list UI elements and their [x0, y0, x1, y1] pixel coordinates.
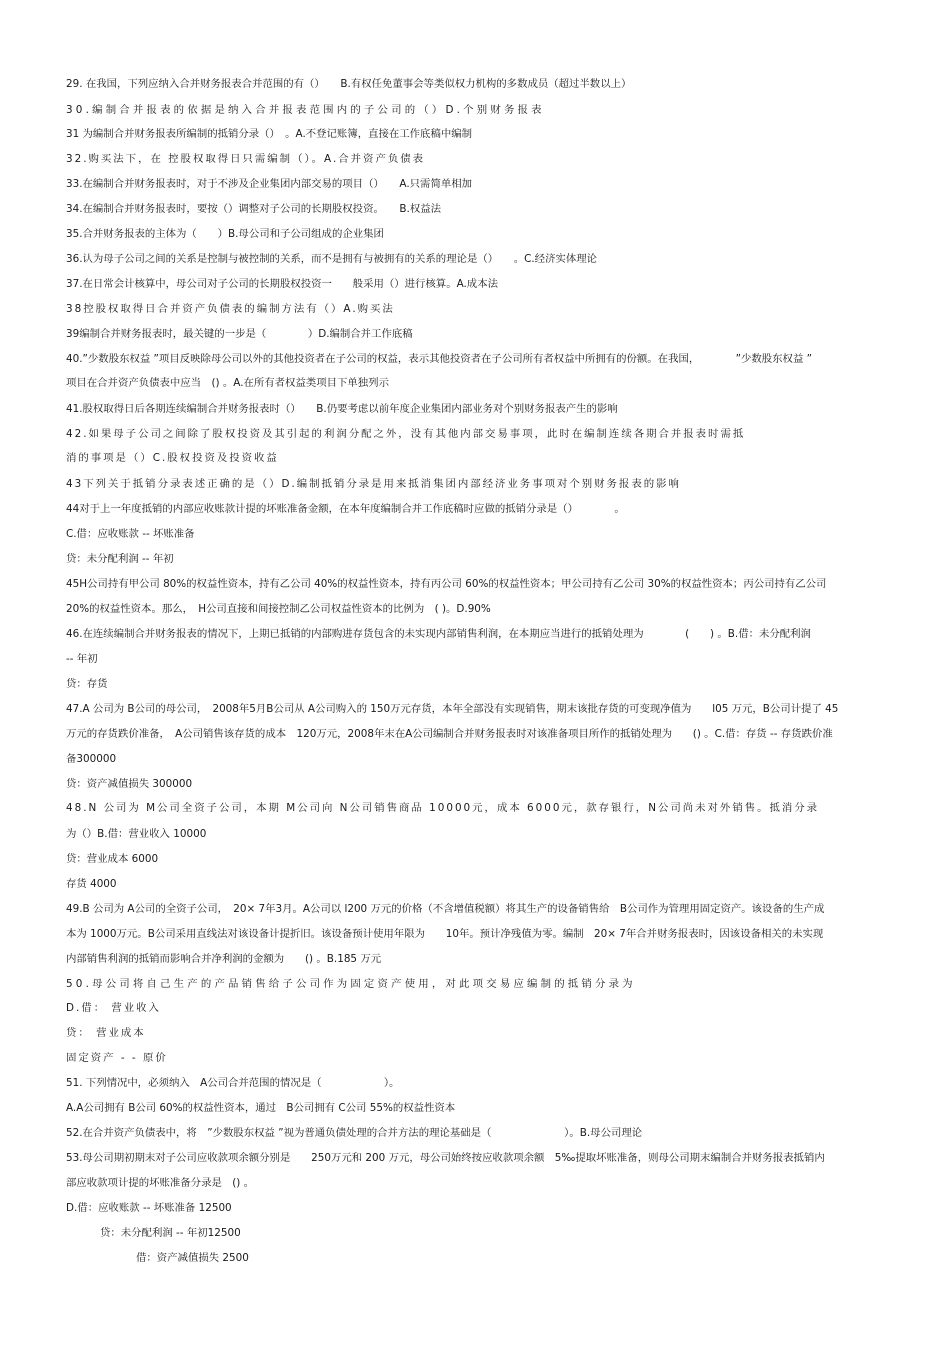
question-53: 53.母公司期初期末对子公司应收款项余额分别是 250万元和 200 万元，母公司始终按应收款项余额 5‰提取坏账准备，则母公司期末编制合并财务报表抵销内 [66, 1152, 825, 1164]
question-47: 47.A 公司为 B公司的母公司， 2008年5月B公司从 A公司购入的 150万元存货，本年全部没有实现销售，期末该批存货的可变现净值为 l05 万元，B公司计提了 45 [66, 703, 839, 715]
question-37: 37.在日常会计核算中，母公司对子公司的长期股权投资一 般采用（）进行核算。A.成本法 [66, 278, 498, 290]
answer-53-debit-2: 借：资产减值损失 2500 [136, 1252, 249, 1264]
question-45: 45H公司持有甲公司 80%的权益性资本，持有乙公司 40%的权益性资本，持有丙公司 60%的权益性资本；甲公司持有乙公司 30%的权益性资本；丙公司持有乙公司 [66, 578, 827, 590]
question-34: 34.在编制合并财务报表时，要按（）调整对子公司的长期股权投资。 B.权益法 [66, 203, 442, 215]
question-36: 36.认为母子公司之间的关系是控制与被控制的关系，而不是拥有与被拥有的关系的理论是（） 。C.经济实体理论 [66, 253, 598, 265]
question-39: 39编制合并财务报表时，最关键的一步是（ ）D.编制合并工作底稿 [66, 328, 413, 340]
question-42-cont: 消的事项是（）C.股权投资及投资收益 [66, 452, 279, 464]
answer-48-credit-2: 存货 4000 [66, 878, 117, 890]
answer-44-credit: 贷：未分配利润 -- 年初 [66, 553, 174, 565]
answer-46-credit: 贷：存货 [66, 678, 108, 690]
question-49-cont: 本为 1000万元。B公司采用直线法对该设备计提折旧。该设备预计使用年限为 10年。预计净残值为零。编制 20× 7年合并财务报表时，因该设备相关的未实现 [66, 928, 824, 940]
question-38: 38控股权取得日合并资产负债表的编制方法有（）A.购买法 [66, 303, 395, 315]
question-47-cont: 万元的存货跌价准备， A公司销售该存货的成本 120万元，2008年末在A公司编制合并财务报表时对该准备项目所作的抵销处理为 () 。C.借：存货 -- 存货跌价准 [66, 728, 833, 740]
answer-47-credit: 贷：资产减值损失 300000 [66, 778, 193, 790]
question-42: 42.如果母子公司之间除了股权投资及其引起的利润分配之外，没有其他内部交易事项，此时在编制连续各期合并报表时需抵 [66, 428, 746, 440]
question-53-cont: 部应收款项计提的坏账准备分录是 () 。 [66, 1177, 255, 1189]
question-48: 48.N 公司为 M公司全资子公司，本期 M公司向 N公司销售商品 10000元，成本 6000元，款存银行，N公司尚未对外销售。抵消分录 [66, 802, 820, 814]
answer-48-credit-1: 贷：营业成本 6000 [66, 853, 159, 865]
question-35: 35.合并财务报表的主体为（ ）B.母公司和子公司组成的企业集团 [66, 228, 384, 240]
question-33: 33.在编制合并财务报表时，对于不涉及企业集团内部交易的项目（） A.只需简单相加 [66, 178, 473, 190]
question-46-cont: -- 年初 [66, 653, 98, 665]
answer-53-credit: 贷：未分配利润 -- 年初12500 [100, 1227, 241, 1239]
answer-51: A.A公司拥有 B公司 60%的权益性资本，通过 B公司拥有 C公司 55%的权益性资本 [66, 1102, 456, 1114]
question-40: 40.”少数股东权益 ”项目反映除母公司以外的其他投资者在子公司的权益，表示其他投资者在子公司所有者权益中所拥有的份额。在我国， ”少数股东权益 ” [66, 353, 813, 365]
question-30: 30.编制合并报表的依据是纳入合并报表范围内的子公司的（）D.个别财务报表 [66, 104, 545, 116]
question-29: 29. 在我国，下列应纳入合并财务报表合并范围的有（） B.有权任免董事会等类似权力机构的多数成员（超过半数以上） [66, 78, 632, 90]
question-41: 41.股权取得日后各期连续编制合并财务报表时（） B.仍要考虑以前年度企业集团内部业务对个别财务报表产生的影响 [66, 403, 618, 415]
question-31: 31 为编制合并财务报表所编制的抵销分录（） 。A.不登记账簿，直接在工作底稿中编制 [66, 128, 473, 140]
answer-50-credit-2: 固定资产 - - 原价 [66, 1052, 168, 1064]
question-43: 43下列关于抵销分录表述正确的是（）D.编制抵销分录是用来抵消集团内部经济业务事项对个别财务报表的影响 [66, 478, 681, 490]
answer-44-debit: C.借：应收账款 -- 坏账准备 [66, 528, 195, 540]
question-47-cont2: 备300000 [66, 753, 117, 765]
question-44: 44对于上一年度抵销的内部应收账款计提的坏账准备金额，在本年度编制合并工作底稿时应做的抵销分录是（） 。 [66, 503, 625, 515]
question-45-cont: 20%的权益性资本。那么， H公司直接和间接控制乙公司权益性资本的比例为 ( )。D.90% [66, 603, 491, 615]
answer-53-debit: D.借：应收账款 -- 坏账准备 12500 [66, 1202, 232, 1214]
question-50: 50.母公司将自己生产的产品销售给子公司作为固定资产使用，对此项交易应编制的抵销分录为 [66, 978, 636, 990]
question-49: 49.B 公司为 A公司的全资子公司， 20× 7年3月。A公司以 l200 万元的价格（不含增值税额）将其生产的设备销售给 B公司作为管理用固定资产。该设备的生产成 [66, 903, 825, 915]
question-51: 51. 下列情况中，必须纳入 A公司合并范围的情况是（ ）。 [66, 1077, 400, 1089]
question-52: 52.在合并资产负债表中，将 ”少数股东权益 ”视为普通负债处理的合并方法的理论基础是（ ）。B.母公司理论 [66, 1127, 643, 1139]
question-46: 46.在连续编制合并财务报表的情况下，上期已抵销的内部购进存货包含的未实现内部销售利润，在本期应当进行的抵销处理为 ( ) 。B.借：未分配利润 [66, 628, 811, 640]
question-40-cont: 项目在合并资产负债表中应当 () 。A.在所有者权益类项目下单独列示 [66, 377, 389, 389]
question-32: 32.购买法下，在 控股权取得日只需编制（）。A.合并资产负债表 [66, 153, 426, 165]
answer-50-debit: D.借： 营业收入 [66, 1002, 161, 1014]
question-48-cont: 为（）B.借：营业收入 10000 [66, 828, 207, 840]
question-49-cont2: 内部销售利润的抵销而影响合并净利润的金额为 () 。B.185 万元 [66, 953, 382, 965]
answer-50-credit-1: 贷： 营业成本 [66, 1027, 146, 1039]
